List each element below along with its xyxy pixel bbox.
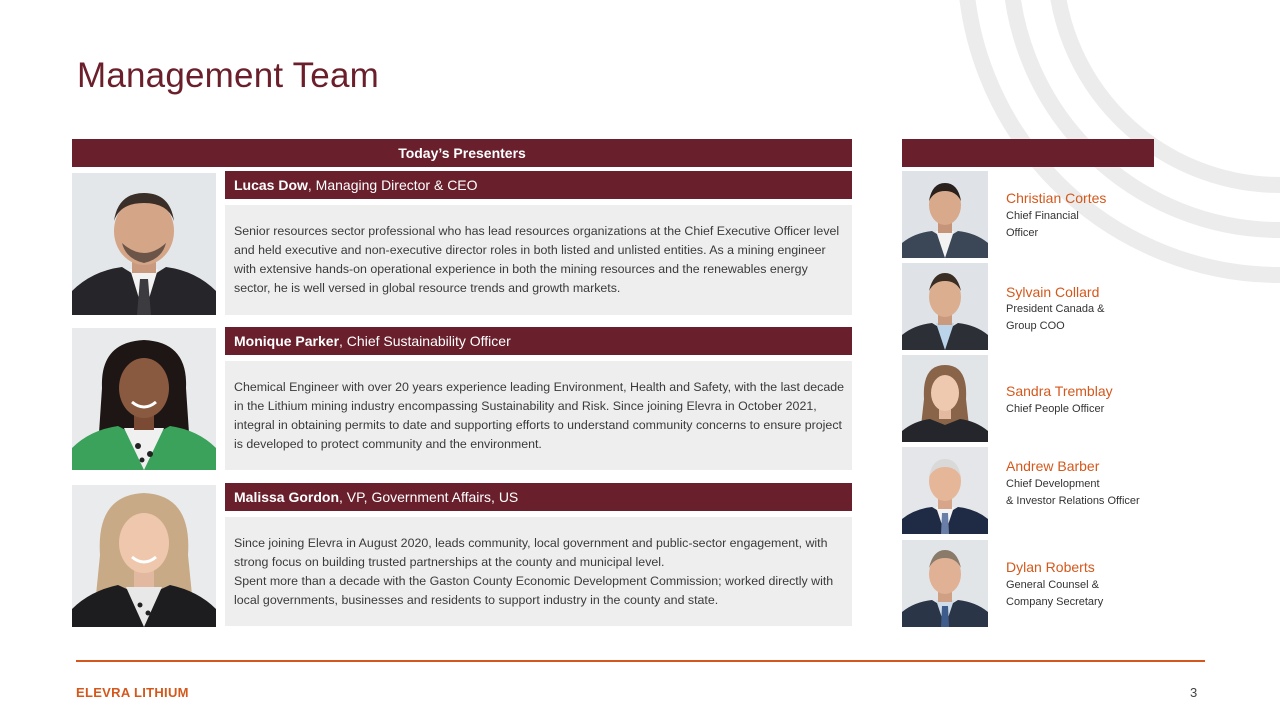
presenter-bio [225, 205, 852, 315]
footer-divider [76, 660, 1205, 662]
presenter-role: , VP, Government Affairs, US [339, 489, 519, 505]
team-member-role [1006, 208, 1079, 242]
team-member-name: Dylan Roberts [1006, 559, 1095, 575]
team-photo-dylan [902, 540, 988, 627]
presenter-bio [225, 361, 852, 470]
team-photo-christian [902, 171, 988, 258]
team-member-role [1006, 476, 1140, 510]
presenter-role: , Chief Sustainability Officer [339, 333, 511, 349]
presenter-bio [225, 517, 852, 626]
presenter-name: Malissa Gordon [234, 489, 340, 505]
team-member-role [1006, 401, 1104, 418]
presenter-bio-text [234, 534, 846, 610]
role-line: Chief People Officer [1006, 403, 1105, 415]
team-member-name: Sandra Tremblay [1006, 383, 1113, 399]
team-photo-andrew [902, 447, 988, 534]
presenter-name: Monique Parker [234, 333, 340, 349]
presenter-photo-lucas [72, 173, 216, 315]
presenter-role: , Managing Director & CEO [307, 177, 478, 193]
role-line: General Counsel & [1006, 579, 1099, 591]
team-member-name: Sylvain Collard [1006, 284, 1100, 300]
brand-logo-text: ELEVRA LITHIUM [76, 685, 189, 700]
team-photo-sandra [902, 355, 988, 442]
presenter-photo-monique [72, 328, 216, 470]
presenter-title-bar [225, 171, 852, 199]
presenters-header: Today’s Presenters [72, 139, 852, 167]
presenter-bio-text: Senior resources sector professional who has lead resources organizations at the Chief Executive Officer level and held executive and non-executive director roles in both listed and unlisted entities. As a mining engineer with extensive hands-on operational experience in both the mining resources and the renewables energy sector, he is well versed in global resource trends and growth markets. [234, 224, 840, 295]
page-title: Management Team [77, 56, 379, 95]
presenter-title-bar [225, 483, 852, 511]
team-member-role [1006, 301, 1104, 335]
team-member-role [1006, 577, 1103, 611]
role-line: Group COO [1006, 320, 1065, 332]
role-line: Company Secretary [1006, 596, 1104, 608]
presenter-title-bar [225, 327, 852, 355]
role-line: Chief Financial [1006, 210, 1079, 222]
presenter-bio-text: Chemical Engineer with over 20 years experience leading Environment, Health and Safety, with the last decade in the Lithium mining industry encompassing Sustainability and Risk. Since joining Elevra in October 2021, integral in obtaining permits to date and supporting efforts to understand community concerns to ensure project is developed to protect community and the environment. [234, 379, 845, 451]
presenter-name: Lucas Dow [234, 177, 308, 193]
team-member-name: Christian Cortes [1006, 190, 1107, 206]
presenter-bio-line: Since joining Elevra in August 2020, leads community, local government and public-sector engagement, with strong focus on building trusted partnerships at the county and municipal level. [234, 535, 828, 569]
team-header-band [902, 139, 1154, 167]
presenter-photo-malissa [72, 485, 216, 627]
role-line: Chief Development [1006, 478, 1100, 490]
presenter-bio-line: Spent more than a decade with the Gaston County Economic Development Commission; worked directly with local governments, businesses and residents to support industry in the county and state. [234, 573, 834, 607]
role-line: President Canada & [1006, 303, 1105, 315]
role-line: Officer [1006, 227, 1039, 239]
role-line: & Investor Relations Officer [1006, 495, 1140, 507]
page-number: 3 [1190, 685, 1198, 700]
team-member-name: Andrew Barber [1006, 458, 1100, 474]
team-photo-sylvain [902, 263, 988, 350]
